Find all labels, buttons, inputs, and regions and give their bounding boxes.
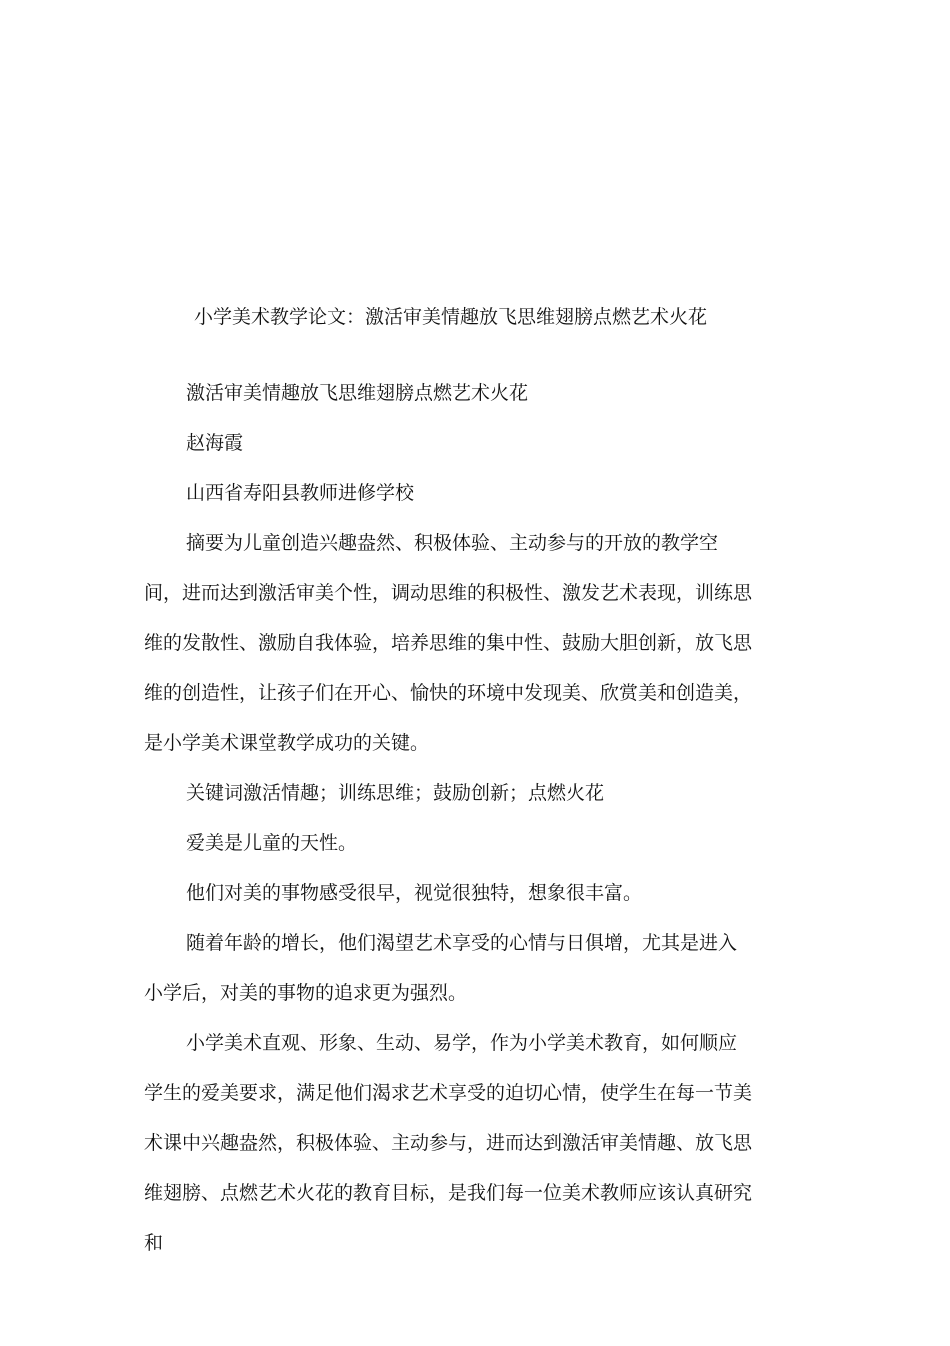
body-paragraph: 爱美是儿童的天性。 xyxy=(186,832,358,854)
author-affiliation: 山西省寿阳县教师进修学校 xyxy=(186,482,415,504)
document-title: 小学美术教学论文：激活审美情趣放飞思维翅膀点燃艺术火花 xyxy=(194,306,708,328)
body-paragraph: 随着年龄的增长，他们渴望艺术享受的心情与日俱增，尤其是进入小学后，对美的事物的追求更为强烈。 xyxy=(144,932,738,1004)
article-heading: 激活审美情趣放飞思维翅膀点燃艺术火花 xyxy=(186,382,529,404)
keywords-paragraph: 关键词激活情趣；训练思维；鼓励创新；点燃火花 xyxy=(186,782,605,804)
body-paragraph: 他们对美的事物感受很早，视觉很独特，想象很丰富。 xyxy=(186,882,643,904)
author-name: 赵海霞 xyxy=(186,432,244,454)
abstract-paragraph: 摘要为儿童创造兴趣盎然、积极体验、主动参与的开放的教学空间，进而达到激活审美个性，调动思维的积极性、激发艺术表现，训练思维的发散性、激励自我体验，培养思维的集中性、鼓励大胆创新，放飞思维的创造性，让孩子们在开心、愉快的环境中发现美、欣赏美和创造美，是小学美术课堂教学成功的关键。 xyxy=(144,532,753,754)
document-body xyxy=(144,368,752,1268)
body-paragraph: 小学美术直观、形象、生动、易学，作为小学美术教育，如何顺应学生的爱美要求，满足他们渴求艺术享受的迫切心情，使学生在每一节美术课中兴趣盎然，积极体验、主动参与，进而达到激活审美情趣、放飞思维翅膀、点燃艺术火花的教育目标，是我们每一位美术教师应该认真研究和 xyxy=(144,1032,753,1254)
